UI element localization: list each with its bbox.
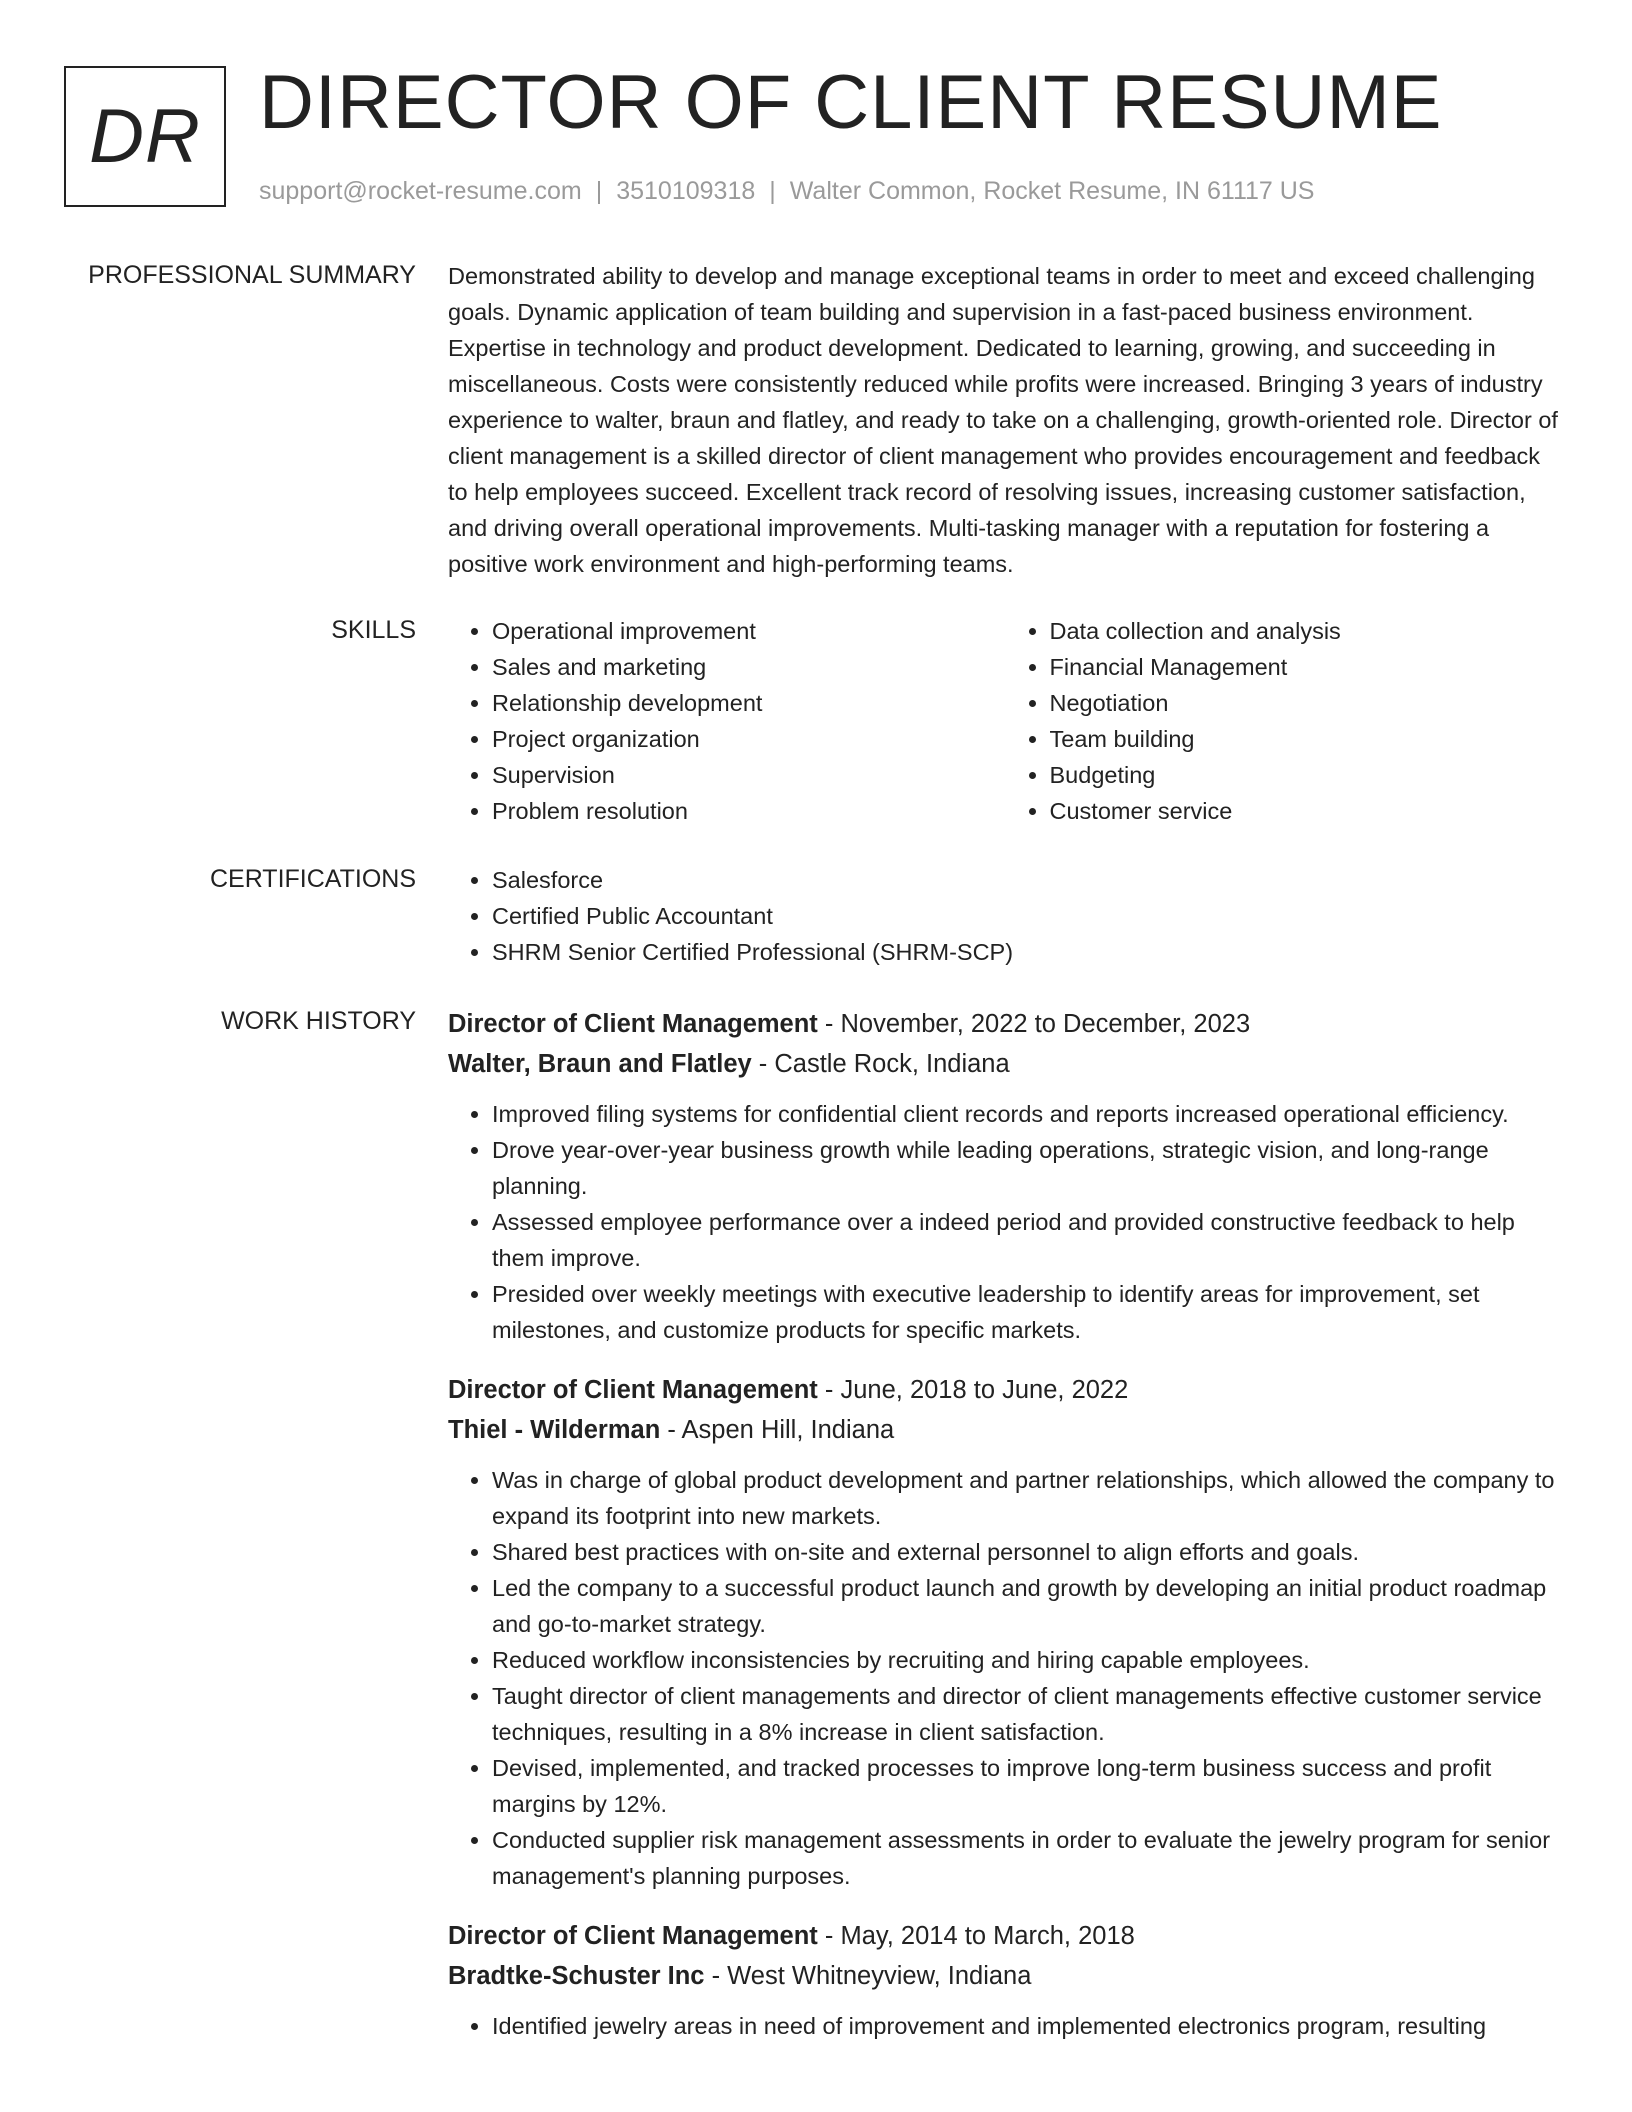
job-bullet: • Presided over weekly meetings with executive leadership to identify areas for improvement, set milestones, and customize products for specific markets. — [492, 1276, 1563, 1348]
job-dates: - June, 2018 to June, 2022 — [817, 1376, 1129, 1404]
job-bullet: • Devised, implemented, and tracked processes to improve long-term business success and profit margins by 12%. — [492, 1750, 1563, 1822]
job-bullet: • Identified jewelry areas in need of improvement and implemented electronics program, resulting — [492, 2008, 1563, 2044]
job-bullet: • Improved filing systems for confidential client records and reports increased operational efficiency. — [492, 1096, 1563, 1132]
job-company: Walter, Braun and Flatley — [448, 1050, 752, 1078]
certifications-body — [448, 862, 1563, 970]
certification-item: • Salesforce — [492, 862, 1563, 898]
certification-item: • SHRM Senior Certified Professional (SHRM-SCP) — [492, 934, 1563, 970]
job-company-line — [448, 1044, 1563, 1084]
monogram-badge: DR — [64, 66, 226, 207]
job-entry — [448, 1916, 1563, 2044]
job-bullet: • Drove year-over-year business growth while leading operations, strategic vision, and long-range planning. — [492, 1132, 1563, 1204]
certifications-list — [448, 862, 1563, 970]
skills-body — [448, 613, 1563, 829]
skills-list-left — [448, 613, 1006, 829]
job-company-line — [448, 1956, 1563, 1996]
job-entry — [448, 1370, 1563, 1894]
job-bullet: • Conducted supplier risk management assessments in order to evaluate the jewelry program for senior management's planning purposes. — [492, 1822, 1563, 1894]
skills-list-right — [1006, 613, 1564, 829]
skills-grid — [448, 613, 1563, 829]
contact-email[interactable]: support@rocket-resume.com — [259, 177, 582, 205]
job-bullets — [448, 1096, 1563, 1348]
job-bullets — [448, 2008, 1563, 2044]
job-bullet: • Taught director of client managements and director of client managements effective customer service techniques, resulting in a 8% increase in client satisfaction. — [492, 1678, 1563, 1750]
skill-item: • Relationship development — [492, 685, 1006, 721]
job-company: Thiel - Wilderman — [448, 1416, 661, 1444]
work-history-heading: WORK HISTORY — [221, 1007, 416, 1035]
job-title-line — [448, 1370, 1563, 1410]
skills-heading: SKILLS — [331, 616, 416, 644]
skill-item: • Team building — [1050, 721, 1564, 757]
job-bullet: • Assessed employee performance over a indeed period and provided constructive feedback to help them improve. — [492, 1204, 1563, 1276]
job-location: - Castle Rock, Indiana — [751, 1050, 1010, 1078]
job-title: Director of Client Management — [448, 1922, 818, 1950]
job-bullets — [448, 1462, 1563, 1894]
job-title: Director of Client Management — [448, 1010, 818, 1038]
skill-item: • Operational improvement — [492, 613, 1006, 649]
job-dates: - November, 2022 to December, 2023 — [817, 1010, 1251, 1038]
skill-item: • Data collection and analysis — [1050, 613, 1564, 649]
certification-item: • Certified Public Accountant — [492, 898, 1563, 934]
job-bullet: • Reduced workflow inconsistencies by recruiting and hiring capable employees. — [492, 1642, 1563, 1678]
job-location: - Aspen Hill, Indiana — [660, 1416, 895, 1444]
skill-item: • Financial Management — [1050, 649, 1564, 685]
job-title: Director of Client Management — [448, 1376, 818, 1404]
skill-item: • Sales and marketing — [492, 649, 1006, 685]
resume-title: DIRECTOR OF CLIENT RESUME — [259, 60, 1443, 145]
contact-phone[interactable]: 3510109318 — [616, 177, 756, 205]
job-entry — [448, 1004, 1563, 1348]
contact-address: Walter Common, Rocket Resume, IN 61117 US — [789, 177, 1315, 205]
contact-separator: | — [595, 177, 603, 205]
skill-item: • Customer service — [1050, 793, 1564, 829]
job-dates: - May, 2014 to March, 2018 — [817, 1922, 1135, 1950]
skill-item: • Supervision — [492, 757, 1006, 793]
skill-item: • Negotiation — [1050, 685, 1564, 721]
contact-separator: | — [769, 177, 776, 205]
summary-body — [448, 258, 1563, 582]
work-history-body — [448, 1004, 1563, 2066]
job-company-line — [448, 1410, 1563, 1450]
job-title-line — [448, 1004, 1563, 1044]
skill-item: • Budgeting — [1050, 757, 1564, 793]
job-bullet: • Led the company to a successful product launch and growth by developing an initial product roadmap and go-to-market strategy. — [492, 1570, 1563, 1642]
skill-item: • Problem resolution — [492, 793, 1006, 829]
skill-item: • Project organization — [492, 721, 1006, 757]
summary-text: Demonstrated ability to develop and manage exceptional teams in order to meet and exceed challenging goals. Dynamic application of team building and supervision in a fast-paced business environment. Expertise in technology and product development. Dedicated to learning, growing, and succeeding in miscellaneous. Costs were consistently reduced while profits were increased. Bringing 3 years of industry experience to walter, braun and flatley, and ready to take on a challenging, growth-oriented role. Director of client management is a skilled director of client management who provides encouragement and feedback to help employees succeed. Excellent track record of resolving issues, increasing customer satisfaction, and driving overall operational improvements. Multi-tasking manager with a reputation for fostering a positive work environment and high-performing teams. — [448, 263, 1558, 577]
resume-header — [0, 0, 1632, 240]
summary-heading: PROFESSIONAL SUMMARY — [88, 261, 416, 289]
job-bullet: • Shared best practices with on-site and external personnel to align efforts and goals. — [492, 1534, 1563, 1570]
contact-line — [259, 174, 1315, 208]
certifications-heading: CERTIFICATIONS — [209, 865, 416, 893]
job-bullet: • Was in charge of global product development and partner relationships, which allowed the company to expand its footprint into new markets. — [492, 1462, 1563, 1534]
job-location: - West Whitneyview, Indiana — [704, 1962, 1032, 1990]
job-company: Bradtke-Schuster Inc — [448, 1962, 705, 1990]
job-title-line — [448, 1916, 1563, 1956]
